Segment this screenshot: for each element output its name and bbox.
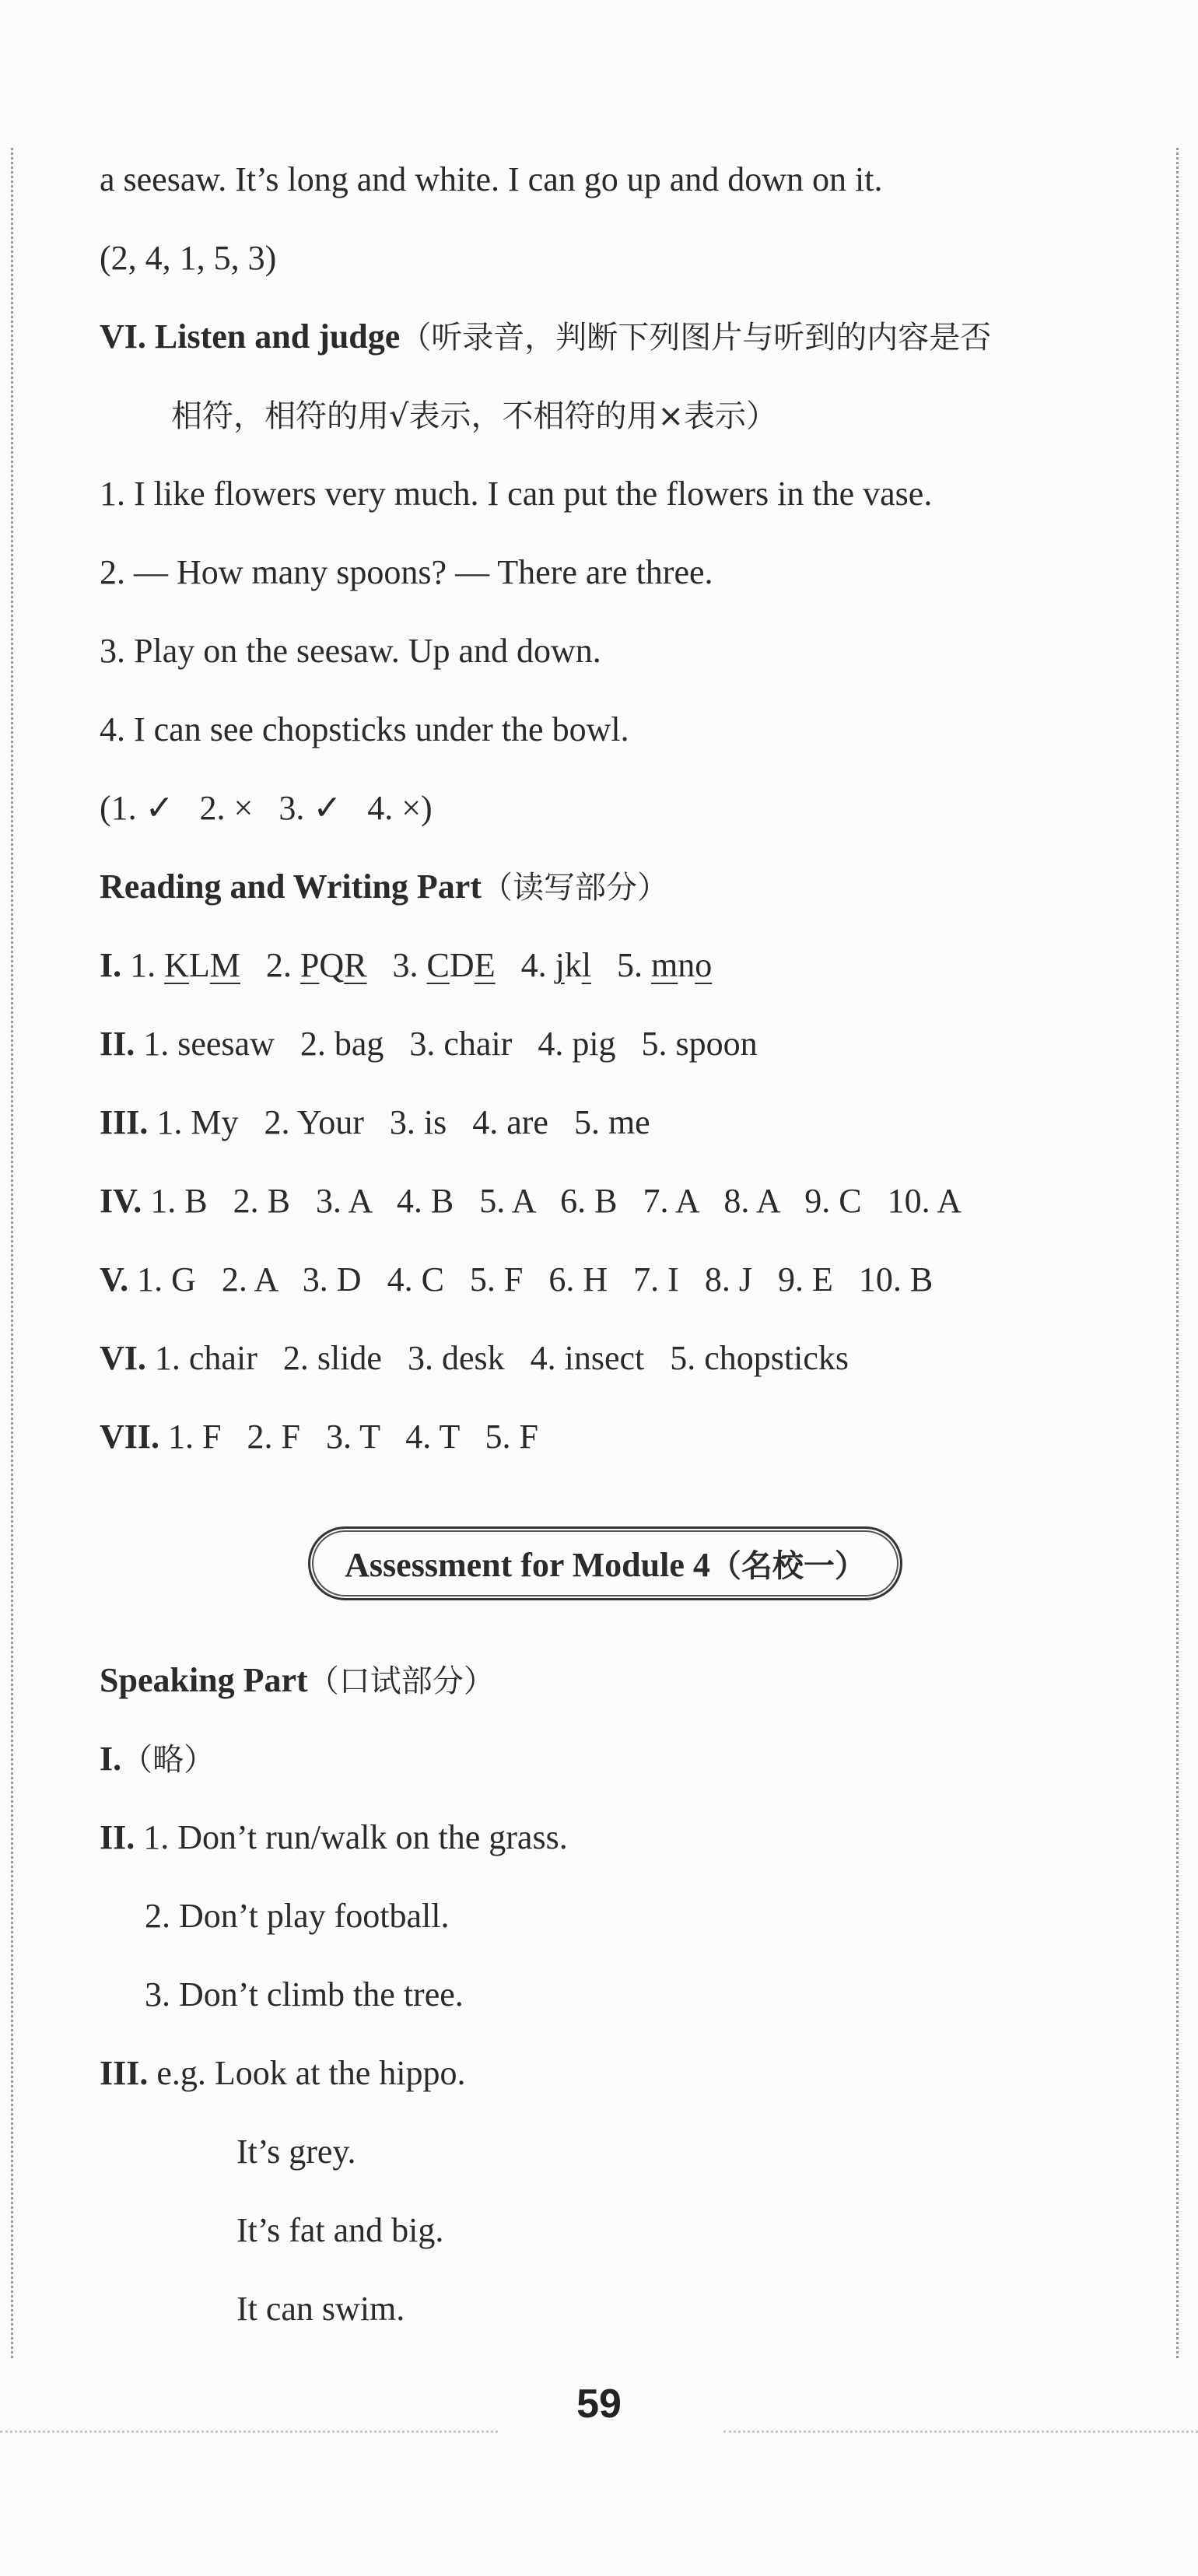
text-line: It’s grey. bbox=[236, 2133, 356, 2171]
answers: 1. F 2. F 3. T 4. T 5. F bbox=[159, 1418, 539, 1456]
bottom-scan-line-left bbox=[0, 2431, 498, 2436]
letter-group: 3. CDE bbox=[392, 946, 496, 984]
letter-group: 5. mno bbox=[617, 946, 713, 984]
text-line: It can swim. bbox=[236, 2290, 405, 2328]
left-margin-dotted-line bbox=[11, 148, 13, 2358]
page-number: 59 bbox=[576, 2381, 622, 2427]
text-line: It’s fat and big. bbox=[236, 2211, 444, 2249]
item-label: V. bbox=[100, 1260, 129, 1299]
item-label: VII. bbox=[100, 1418, 160, 1456]
section-instruction-cn: （听录音，判断下列图片与听到的内容是否 bbox=[400, 320, 992, 356]
text-line: 2. — How many spoons? — There are three. bbox=[100, 553, 713, 591]
answer-row-vi bbox=[100, 1319, 1111, 1397]
section-title-speaking bbox=[100, 1641, 1111, 1719]
section-title-reading bbox=[100, 847, 1111, 926]
answer-row-ii bbox=[100, 1004, 1111, 1083]
module-banner-wrap bbox=[100, 1509, 1111, 1617]
answer-row-iv bbox=[100, 1162, 1111, 1240]
item-label: II. bbox=[100, 1818, 135, 1856]
answer-row-speaking-i bbox=[100, 1719, 1111, 1798]
item-label: I. bbox=[100, 1740, 122, 1778]
text-line: 4. I can see chopsticks under the bowl. bbox=[100, 710, 629, 748]
answers: （略） bbox=[121, 1742, 215, 1778]
answers: 1. chair 2. slide 3. desk 4. insect 5. chopsticks bbox=[145, 1339, 849, 1377]
answers: 1. B 2. B 3. A 4. B 5. A 6. B 7. A 8. A 9. C 10. A bbox=[142, 1182, 962, 1220]
answers: 1. Don’t run/walk on the grass. bbox=[135, 1818, 568, 1856]
section-instruction-cn: 相符，相符的用√表示，不相符的用×表示） bbox=[171, 398, 778, 434]
answers: 1. G 2. A 3. D 4. C 5. F 6. H 7. I 8. J 9. E 10. B bbox=[128, 1260, 934, 1299]
banner-title: Assessment for Module 4 bbox=[345, 1545, 710, 1584]
part-title: Speaking Part bbox=[100, 1661, 308, 1699]
text-line: (2, 4, 1, 5, 3) bbox=[100, 239, 277, 277]
part-title-cn: （读写部分） bbox=[481, 870, 668, 906]
section-heading-vi bbox=[100, 297, 1111, 376]
item-label: I. bbox=[100, 946, 122, 984]
answers: 1. My 2. Your 3. is 4. are 5. me bbox=[148, 1103, 650, 1141]
text-line: a seesaw. It’s long and white. I can go up and down on it. bbox=[100, 160, 883, 198]
item-label: III. bbox=[100, 1103, 149, 1141]
item-label: II. bbox=[100, 1025, 135, 1063]
bottom-scan-line-right bbox=[723, 2431, 1198, 2436]
answer-row-speaking-ii bbox=[100, 1798, 1111, 1877]
text-line: 3. Don’t climb the tree. bbox=[145, 1975, 464, 2013]
answer-key-content bbox=[100, 140, 1111, 2348]
text-line: 2. Don’t play football. bbox=[145, 1897, 450, 1935]
answer-row-vii bbox=[100, 1397, 1111, 1476]
letter-group: 2. PQR bbox=[265, 946, 367, 984]
letter-group: 4. jkl bbox=[520, 946, 592, 984]
banner-title-cn: （名校一） bbox=[709, 1547, 866, 1584]
answer-row-iii bbox=[100, 1083, 1111, 1162]
answer-row-speaking-iii bbox=[100, 2034, 1111, 2112]
letter-group: 1. KLM bbox=[130, 946, 240, 984]
answer-row-i bbox=[100, 926, 1111, 1004]
text-line: 3. Play on the seesaw. Up and down. bbox=[100, 632, 601, 670]
item-label: VI. bbox=[100, 1339, 146, 1377]
item-label: III. bbox=[100, 2054, 149, 2092]
item-label: IV. bbox=[100, 1182, 142, 1220]
section-label: VI. Listen and judge bbox=[100, 317, 401, 356]
right-margin-dotted-line bbox=[1176, 148, 1179, 2358]
part-title-cn: （口试部分） bbox=[307, 1663, 495, 1699]
answer-row-v bbox=[100, 1240, 1111, 1319]
text-line: 1. I like flowers very much. I can put the flowers in the vase. bbox=[100, 475, 933, 513]
answer-line: (1. ✓ 2. × 3. ✓ 4. ×) bbox=[100, 789, 433, 827]
answers: 1. seesaw 2. bag 3. chair 4. pig 5. spoon bbox=[135, 1025, 758, 1063]
section-instruction-cont bbox=[100, 376, 1111, 454]
answers: e.g. Look at the hippo. bbox=[148, 2054, 466, 2092]
module-banner bbox=[308, 1526, 902, 1600]
part-title: Reading and Writing Part bbox=[100, 867, 482, 906]
